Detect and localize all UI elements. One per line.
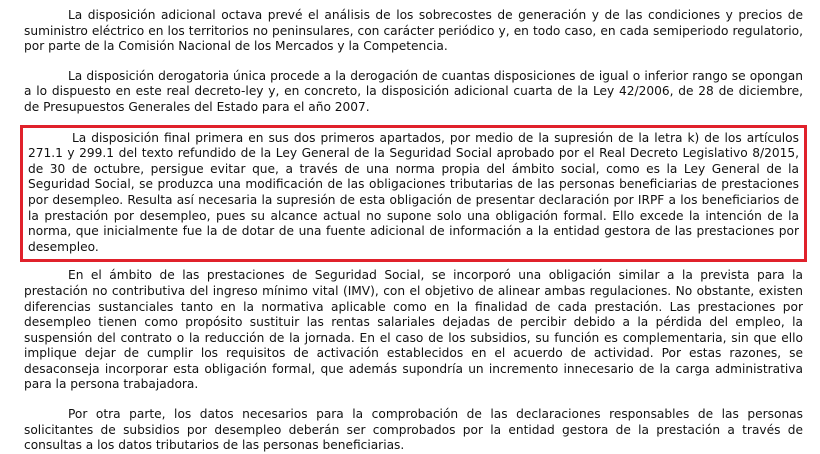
highlighted-paragraph-box [20,125,807,263]
paragraph-disposicion-final-primera: La disposición final primera en sus dos primeros apartados, por medio de la supresión de la letra k) de los artículos 271.1 y 299.1 del texto refundido de la Ley General de la Seguridad Social aprobado por el Real Decreto Legislativo 8/2015, de 30 de octubre, persigue evitar que, a través de una norma propia del ámbito social, como es la Ley General de la Seguridad Social, se produzca una modificación de las obligaciones tributarias de las personas beneficiarias de prestaciones por desempleo. Resulta así necesaria la supresión de esta obligación de presentar declaración por IRPF a los beneficiarios de la prestación por desempleo, pues su alcance actual no supone solo una obligación formal. Ello excede la intención de la norma, que inicialmente fue la de dotar de una fuente adicional de información a la entidad gestora de las prestaciones por desempleo. [28,130,799,254]
paragraph-disposicion-adicional-octava: La disposición adicional octava prevé el análisis de los sobrecostes de generación y de las condiciones y precios de suministro eléctrico en los territorios no peninsulares, con carácter periódico y, en todo caso, en cada semiperiodo regulatorio, por parte de la Comisión Nacional de los Mercados y la Competencia. [24,8,803,54]
document-body [20,4,807,454]
paragraph-prestaciones-seguridad-social: En el ámbito de las prestaciones de Seguridad Social, se incorporó una obligación similar a la prevista para la prestación no contributiva del ingreso mínimo vital (IMV), con el objetivo de alinear ambas regulaciones. No obstante, existen diferencias sustanciales tanto en la normativa aplicable como en la finalidad de cada prestación. Las prestaciones por desempleo tienen como propósito sustituir las rentas salariales dejadas de percibir debido a la pérdida del empleo, la suspensión del contrato o la reducción de la jornada. En el caso de los subsidios, su función es complementaria, sin que ello implique dejar de cumplir los requisitos de activación establecidos en el acuerdo de actividad. Por estas razones, se desaconseja incorporar esta obligación formal, que además supondría un incremento innecesario de la carga administrativa para la persona trabajadora. [24,268,803,392]
paragraph-disposicion-derogatoria: La disposición derogatoria única procede a la derogación de cuantas disposiciones de igual o inferior rango se opongan a lo dispuesto en este real decreto-ley y, en concreto, la disposición adicional cuarta de la Ley 42/2006, de 28 de diciembre, de Presupuestos Generales del Estado para el año 2007. [24,68,803,114]
paragraph-datos-comprobacion: Por otra parte, los datos necesarios para la comprobación de las declaraciones responsables de las personas solicitantes de subsidios por desempleo deberán ser comprobados por la entidad gestora de la prestación a través de consultas a los datos tributarios de las personas beneficiarias. [24,407,803,453]
